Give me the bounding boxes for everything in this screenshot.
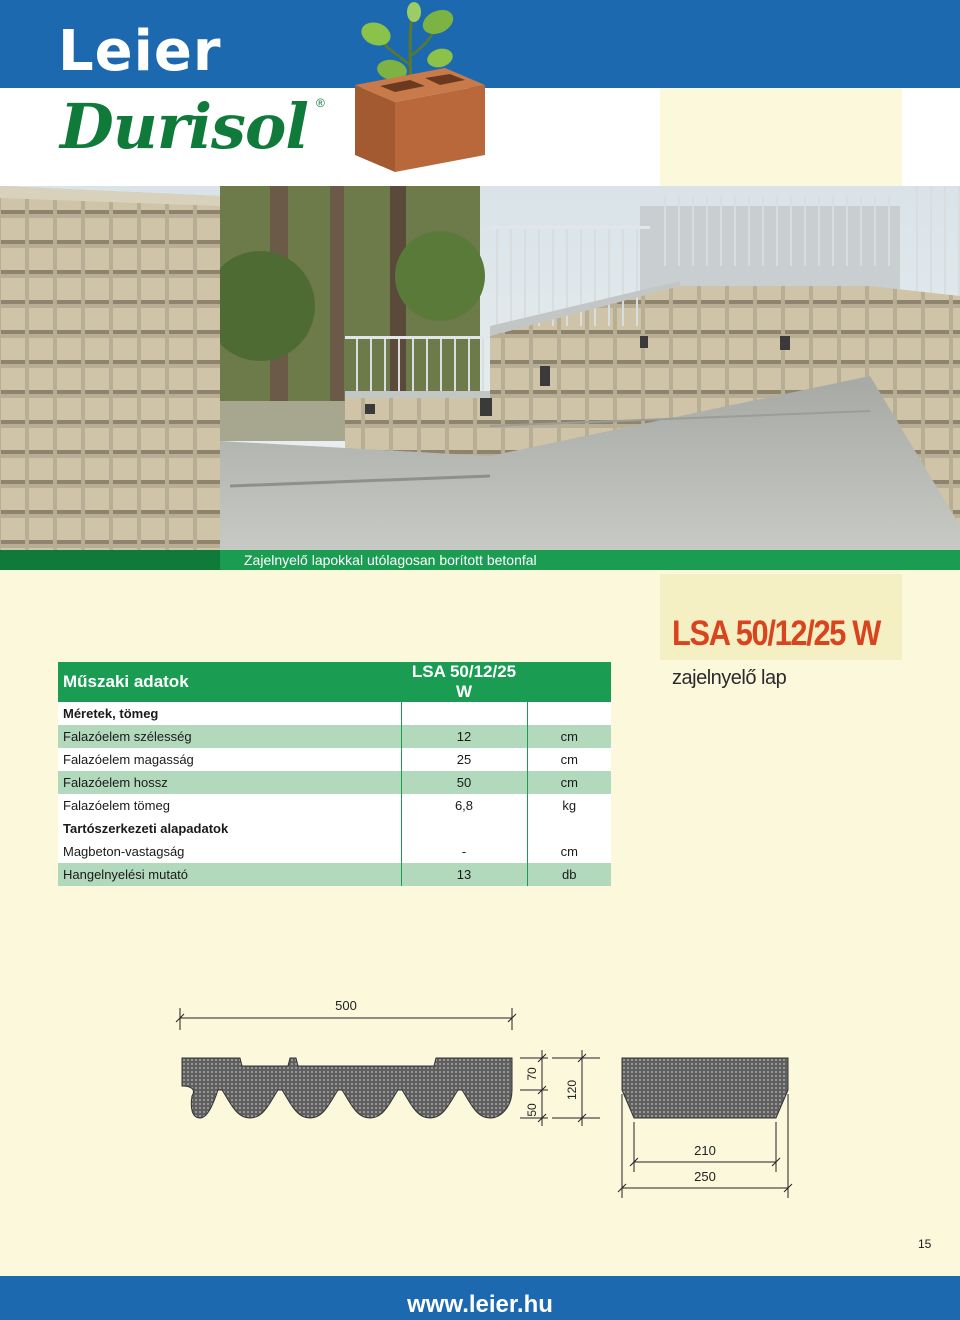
dim-length-label: 500: [335, 998, 357, 1013]
table-row: Falazóelem tömeg 6,8 kg: [58, 794, 611, 817]
durisol-block-plant-icon: [340, 0, 490, 180]
leier-logo: Leier: [58, 19, 222, 84]
dim-inner-label: 210: [694, 1143, 716, 1158]
spec-table-column: LSA 50/12/25 W: [401, 662, 527, 702]
durisol-logo: Durisol: [60, 90, 308, 163]
table-row: Magbeton-vastagság - cm: [58, 840, 611, 863]
caption-bar-accent: [0, 550, 220, 570]
header-side-panel: [660, 88, 902, 186]
spec-table-header: [58, 662, 611, 702]
table-row: Hangelnyelési mutató 13 db: [58, 863, 611, 886]
technical-drawing: [170, 990, 810, 1200]
registered-mark: ®: [316, 96, 325, 110]
spec-table-title: Műszaki adatok: [58, 662, 401, 702]
table-row: Falazóelem hossz 50 cm: [58, 771, 611, 794]
spec-table: [58, 662, 611, 886]
product-code: LSA 50/12/25 W: [672, 614, 881, 653]
dim-a-label: 50: [525, 1103, 539, 1117]
footer-website-link[interactable]: www.leier.hu: [407, 1291, 553, 1318]
table-row: Tartószerkezeti alapadatok: [58, 817, 611, 840]
table-row: Méretek, tömeg: [58, 702, 611, 725]
wall-photo: [0, 186, 960, 550]
dim-height-label: 120: [565, 1079, 579, 1101]
table-row: Falazóelem szélesség 12 cm: [58, 725, 611, 748]
dim-outer-label: 250: [694, 1169, 716, 1184]
table-row: Falazóelem magasság 25 cm: [58, 748, 611, 771]
photo-caption: Zajelnyelő lapokkal utólagosan borított betonfal: [244, 552, 537, 568]
product-subtitle: zajelnyelő lap: [672, 667, 787, 689]
page-number: 15: [918, 1237, 932, 1251]
dim-b-label: 70: [525, 1067, 539, 1081]
